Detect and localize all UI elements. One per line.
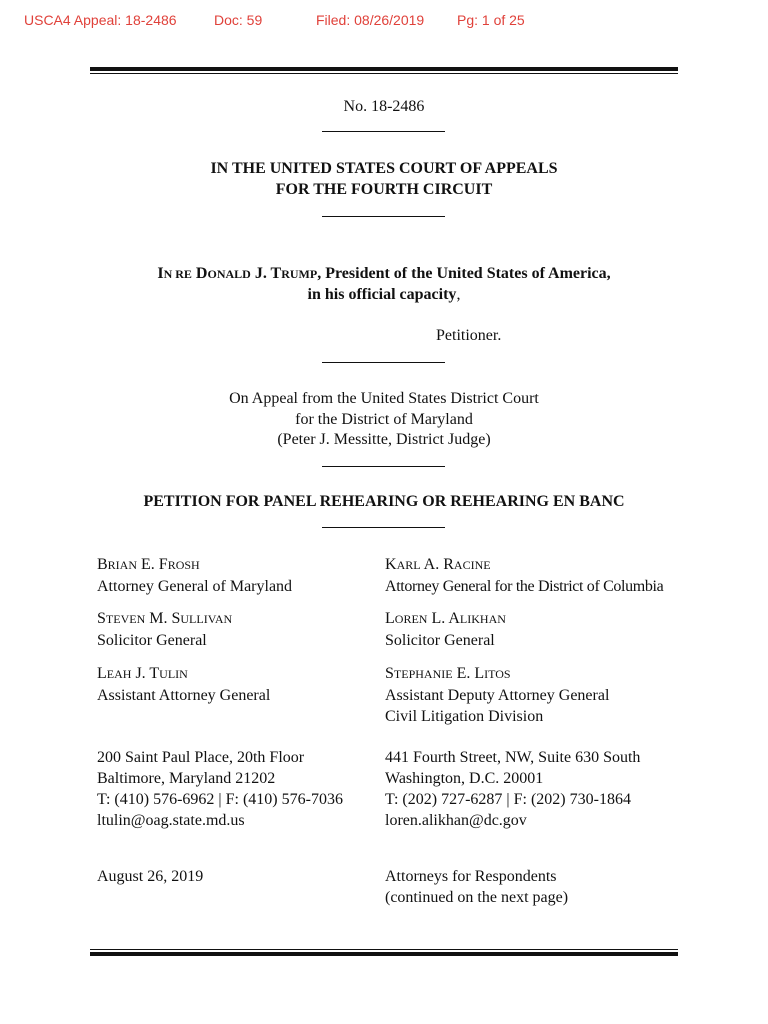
address-right [385, 747, 640, 831]
phone-fax: T: (202) 727-6287 | F: (202) 730-1864 [385, 791, 631, 808]
attorney-title: Attorney General for the District of Columbia [385, 578, 664, 595]
top-rule [90, 67, 678, 74]
attorney-name: LEAH J. TULIN [97, 665, 188, 682]
separator [322, 527, 445, 528]
attorney-title: Solicitor General [97, 632, 207, 649]
attorney-name: STEPHANIE E. LITOS [385, 665, 511, 682]
caption-line2: in his official capacity, [307, 286, 461, 303]
attorney-block-right-1 [385, 554, 663, 597]
address-line: Washington, D.C. 20001 [385, 770, 544, 787]
petitioner-label: Petitioner. [436, 327, 502, 344]
court-name-line2: FOR THE FOURTH CIRCUIT [275, 181, 493, 198]
stamp-filed: Filed: 08/26/2019 [316, 12, 425, 28]
continued-note: (continued on the next page) [385, 889, 569, 906]
petition-title: PETITION FOR PANEL REHEARING OR REHEARING EN BANC [143, 493, 625, 510]
bottom-rule [90, 949, 678, 956]
address-line: 441 Fourth Street, NW, Suite 630 South [385, 749, 641, 766]
filing-date: August 26, 2019 [97, 868, 204, 885]
appeal-line2: for the District of Maryland [295, 411, 473, 428]
attorneys-for [385, 866, 568, 908]
attorneys-for-label: Attorneys for Respondents [385, 868, 557, 885]
attorney-name: LOREN L. ALIKHAN [385, 610, 506, 627]
stamp-page: Pg: 1 of 25 [457, 12, 525, 28]
separator [322, 362, 445, 363]
attorney-title: Assistant Deputy Attorney General [385, 687, 610, 704]
phone-fax: T: (410) 576-6962 | F: (410) 576-7036 [97, 791, 343, 808]
attorney-block-left-2 [97, 608, 232, 651]
attorney-name: STEVEN M. SULLIVAN [97, 610, 233, 627]
separator [322, 216, 445, 217]
address-line: Baltimore, Maryland 21202 [97, 770, 276, 787]
separator [322, 466, 445, 467]
attorney-block-left-1 [97, 554, 292, 597]
attorney-block-right-2 [385, 608, 506, 651]
appeal-line3: (Peter J. Messitte, District Judge) [277, 431, 491, 448]
attorney-title: Solicitor General [385, 632, 495, 649]
attorney-block-right-3 [385, 663, 609, 727]
stamp-appeal: USCA4 Appeal: 18-2486 [24, 12, 177, 28]
email-address: ltulin@oag.state.md.us [97, 812, 245, 829]
attorney-title: Assistant Attorney General [97, 687, 271, 704]
attorney-division: Civil Litigation Division [385, 708, 544, 725]
court-name-line1: IN THE UNITED STATES COURT OF APPEALS [210, 160, 558, 177]
address-left [97, 747, 343, 831]
stamp-doc: Doc: 59 [214, 12, 263, 28]
separator [322, 131, 445, 132]
attorney-name: BRIAN E. FROSH [97, 556, 200, 573]
caption-line1: IN RE DONALD J. TRUMP, President of the United States of America, [157, 265, 611, 282]
attorney-name: KARL A. RACINE [385, 556, 491, 573]
appeal-line1: On Appeal from the United States District Court [229, 390, 539, 407]
attorney-block-left-3 [97, 663, 270, 706]
email-address: loren.alikhan@dc.gov [385, 812, 527, 829]
case-number: No. 18-2486 [343, 98, 425, 115]
attorney-title: Attorney General of Maryland [97, 578, 293, 595]
address-line: 200 Saint Paul Place, 20th Floor [97, 749, 305, 766]
